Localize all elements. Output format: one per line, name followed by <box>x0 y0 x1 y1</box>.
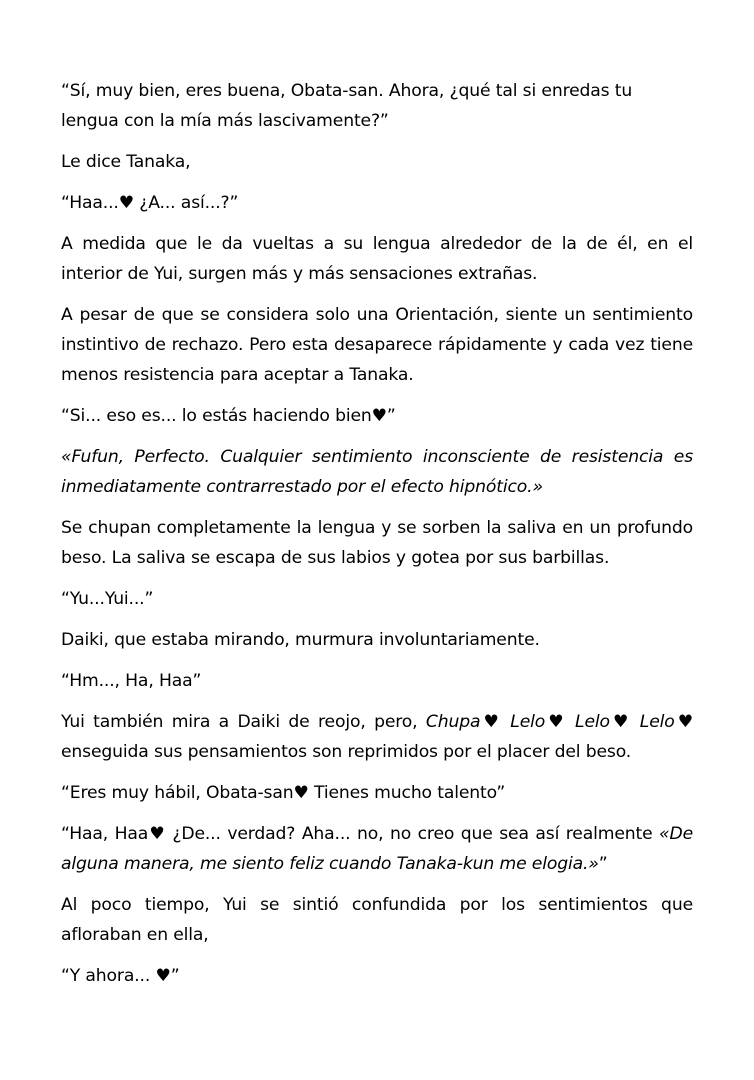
paragraph-2: Le dice Tanaka, <box>61 152 191 172</box>
paragraph-14-italic-thought: «De alguna manera, me siento feliz cuando Tanaka-kun me elogia.» <box>61 824 693 874</box>
paragraph-11: “Hm..., Ha, Haa” <box>61 671 202 691</box>
paragraph-12-sound-effect: Chupa♥ Lelo♥ Lelo♥ Lelo♥ <box>425 712 693 732</box>
paragraph-14-text-b: ” <box>598 854 608 874</box>
paragraph-12-text-a: Yui también mira a Daiki de reojo, pero, <box>61 712 426 732</box>
paragraph-13: “Eres muy hábil, Obata-san♥ Tienes mucho talento” <box>61 783 506 803</box>
paragraph-15: Al poco tiempo, Yui se sintió confundida por los sentimientos que afloraban en ella, <box>61 895 693 945</box>
paragraph-9: “Yu...Yui...” <box>61 589 154 609</box>
paragraph-14-text-a: “Haa, Haa♥ ¿De... verdad? Aha... no, no creo que sea así realmente <box>61 824 660 844</box>
paragraph-8: Se chupan completamente la lengua y se sorben la saliva en un profundo beso. La saliva se escapa de sus labios y gotea por sus barbillas. <box>61 518 693 568</box>
paragraph-12 <box>61 707 693 767</box>
paragraph-14 <box>61 819 693 879</box>
paragraph-3: “Haa...♥ ¿A... así...?” <box>61 193 239 213</box>
paragraph-16: “Y ahora... ♥” <box>61 966 180 986</box>
paragraph-7-italic-thought: «Fufun, Perfecto. Cualquier sentimiento inconsciente de resistencia es inmediatamente contrarrestado por el efecto hipnótico.» <box>61 447 693 497</box>
paragraph-10: Daiki, que estaba mirando, murmura involuntariamente. <box>61 630 540 650</box>
paragraph-5: A pesar de que se considera solo una Orientación, siente un sentimiento instintivo de rechazo. Pero esta desaparece rápidamente y cada vez tiene menos resistencia para aceptar a Tanaka. <box>61 305 693 385</box>
paragraph-4: A medida que le da vueltas a su lengua alrededor de la de él, en el interior de Yui, surgen más y más sensaciones extrañas. <box>61 234 693 284</box>
document-page <box>61 76 693 1002</box>
paragraph-1: “Sí, muy bien, eres buena, Obata-san. Ahora, ¿qué tal si enredas tu lengua con la mía más lascivamente?” <box>61 81 633 131</box>
paragraph-12-text-b: enseguida sus pensamientos son reprimidos por el placer del beso. <box>61 742 632 762</box>
paragraph-6: “Si... eso es... lo estás haciendo bien♥” <box>61 406 396 426</box>
